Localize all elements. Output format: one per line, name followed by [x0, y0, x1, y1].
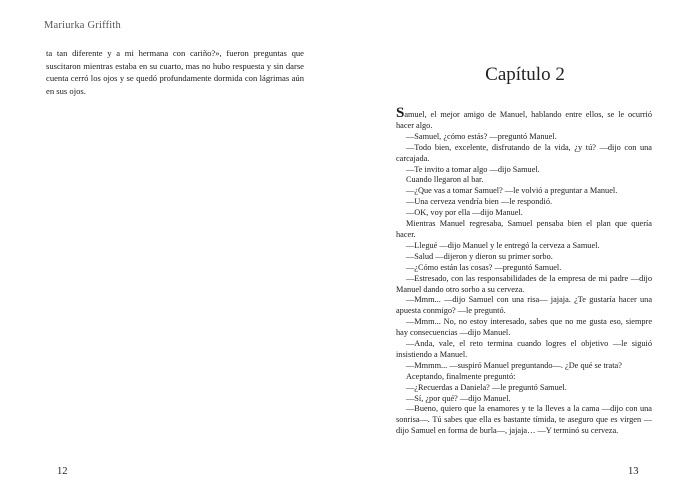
opening-paragraph-text: amuel, el mejor amigo de Manuel, hablando entre ellos, se le ocurrió hacer algo.: [396, 110, 652, 130]
dialogue-paragraph: —Mmmm... —suspiró Manuel preguntando—. ¿De qué se trata?: [406, 360, 622, 370]
dialogue-paragraph: —Anda, vale, el reto termina cuando logres el objetivo —le siguió insistiendo a Manuel.: [396, 339, 652, 359]
dialogue-paragraph: —Samuel, ¿cómo estás? —preguntó Manuel.: [406, 131, 557, 141]
left-page-body: [46, 47, 304, 97]
dialogue-paragraph: —Mmm... —dijo Samuel con una risa— jajaja. ¿Te gustaría hacer una apuesta conmigo? —le preguntó.: [396, 295, 652, 316]
right-page-body: [396, 105, 652, 437]
running-head-author: Mariurka Griffith: [44, 20, 121, 31]
dialogue-paragraph: —¿Que vas a tomar Samuel? —le volvió a preguntar a Manuel.: [406, 186, 618, 196]
dialogue-paragraph: —Mmm... No, no estoy interesado, sabes que no me gusta eso, siempre hay consecuencias —dijo Manuel.: [396, 317, 652, 338]
dialogue-paragraph: —Te invito a tomar algo —dijo Samuel.: [406, 164, 540, 174]
page-number-left: 12: [57, 466, 68, 477]
dialogue-paragraph: —Bueno, quiero que la enamores y te la lleves a la cama —dijo con una sonrisa—. Tú sabes que ella es bastante tímida, te aseguro que es virgen —dijo Samuel en forma de burla—, jajaja… —Y terminó su cerveza.: [396, 404, 652, 436]
dialogue-paragraph: —Una cerveza vendría bien —le respondió.: [406, 197, 553, 207]
dialogue-paragraph: —Estresado, con las responsabilidades de la empresa de mi padre —dijo Manuel dando otro sorbo a su cerveza.: [396, 273, 652, 294]
right-page: [350, 0, 700, 500]
dialogue-paragraph: Mientras Manuel regresaba, Samuel pensaba bien el plan que quería hacer.: [396, 219, 652, 239]
chapter-title: Capítulo 2: [485, 64, 565, 85]
dialogue-paragraph: —Sí, ¿por qué? —dijo Manuel.: [406, 393, 511, 403]
opening-paragraph: [396, 105, 652, 132]
left-paragraph: ta tan diferente y a mi hermana con cariño?», fueron preguntas que suscitaron mientras estaba en su cuarto, mas no hubo respuesta y sin darse cuenta cerró los ojos y se quedó profundamente dormida con lágrimas aún en sus ojos.: [46, 48, 304, 96]
dialogue-paragraph: Cuando llegaron al bar.: [406, 175, 484, 185]
dialogue-paragraph: —¿Recuerdas a Daniela? —le preguntó Samuel.: [406, 382, 567, 392]
dialogue-paragraph: —Salud —dijeron y dieron su primer sorbo.: [406, 251, 553, 261]
dialogue-paragraph: —Todo bien, excelente, disfrutando de la vida, ¿y tú? —dijo con una carcajada.: [396, 142, 652, 163]
dialogue-paragraph: —Llegué —dijo Manuel y le entregó la cerveza a Samuel.: [406, 240, 600, 250]
page-number-right: 13: [628, 466, 639, 477]
dialogue-paragraph: Aceptando, finalmente preguntó:: [406, 371, 516, 381]
drop-cap: S: [396, 105, 405, 121]
dialogue-paragraph: —OK, voy por ella —dijo Manuel.: [406, 208, 523, 218]
dialogue-paragraph: —¿Cómo están las cosas? —preguntó Samuel.: [406, 262, 562, 272]
